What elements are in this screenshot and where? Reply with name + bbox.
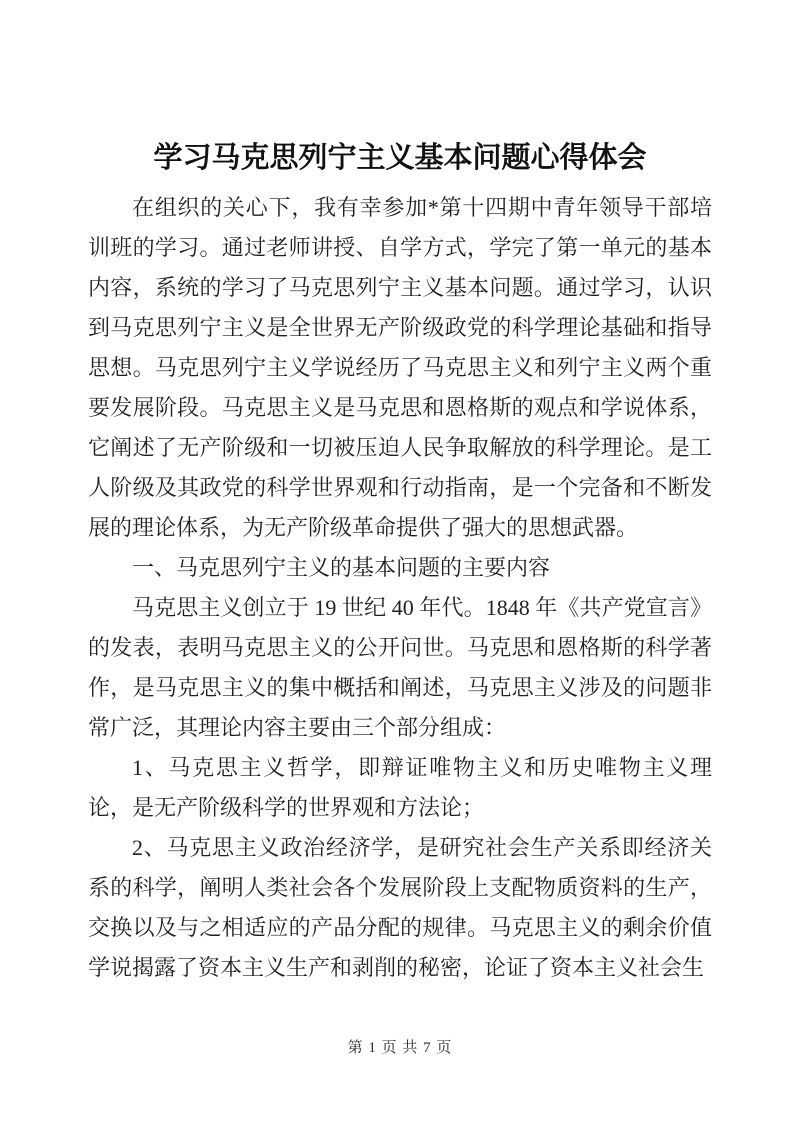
page-number-label: 第 1 页 共 7 页 <box>347 1040 453 1056</box>
document-body <box>88 188 712 988</box>
page-footer <box>0 1036 800 1057</box>
document-content <box>88 0 712 988</box>
document-title: 学习马克思列宁主义基本问题心得体会 <box>153 142 647 174</box>
section-heading-1: 一、马克思列宁主义的基本问题的主要内容 <box>132 555 551 580</box>
paragraph-marxism-origin: 马克思主义创立于 19 世纪 40 年代。1848 年《共产党宣言》的发表，表明马克思主义的公开问世。马克思和恩格斯的科学著作，是马克思主义的集中概括和阐述，马克思主义涉及的问题非常广泛，其理论内容主要由三个部分组成： <box>88 595 712 740</box>
paragraph-intro: 在组织的关心下，我有幸参加*第十四期中青年领导干部培训班的学习。通过老师讲授、自学方式，学完了第一单元的基本内容，系统的学习了马克思列宁主义基本问题。通过学习，认识到马克思列宁主义是全世界无产阶级政党的科学理论基础和指导思想。马克思列宁主义学说经历了马克思主义和列宁主义两个重要发展阶段。马克思主义是马克思和恩格斯的观点和学说体系，它阐述了无产阶级和一切被压迫人民争取解放的科学理论。是工人阶级及其政党的科学世界观和行动指南，是一个完备和不断发展的理论体系，为无产阶级革命提供了强大的思想武器。 <box>88 195 712 540</box>
paragraph-item-2-political-economy: 2、马克思主义政治经济学，是研究社会生产关系即经济关系的科学，阐明人类社会各个发展阶段上支配物质资料的生产，交换以及与之相适应的产品分配的规律。马克思主义的剩余价值学说揭露了资本主义生产和剥削的秘密，论证了资本主义社会生 <box>88 835 712 980</box>
paragraph-item-1-philosophy: 1、马克思主义哲学，即辩证唯物主义和历史唯物主义理论，是无产阶级科学的世界观和方法论； <box>88 755 712 820</box>
